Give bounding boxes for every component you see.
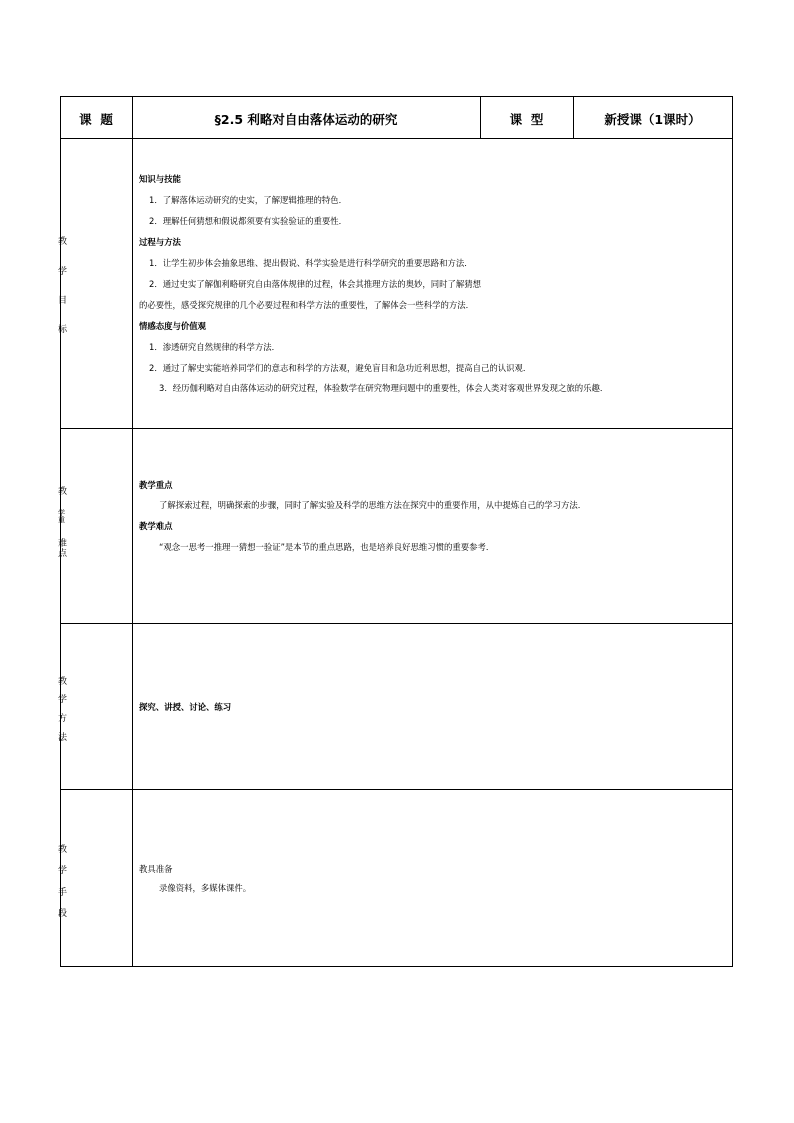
label-char: 学 [58, 695, 68, 705]
label-char: 学重 [58, 509, 65, 524]
means-text: 录像资料，多媒体课件。 [159, 883, 252, 893]
label-char: 教 [58, 845, 68, 855]
label-char: 教 [58, 487, 68, 497]
label-char: 教 [58, 677, 68, 687]
row-divider-keypoints [60, 623, 733, 624]
table-border-bottom [60, 966, 733, 967]
keypoints-label [58, 488, 66, 578]
table-border-top [60, 96, 733, 97]
lesson-title: §2.5 利略对自由落体运动的研究 [214, 112, 398, 127]
emotion-item: 3．经历伽利略对自由落体运动的研究过程，体验数学在研究物理问题中的重要性，体会人类对客观世界发现之旅的乐趣． [159, 383, 609, 393]
label-char: 段 [58, 909, 68, 919]
topic-label: 课 题 [79, 112, 113, 127]
label-char: 标 [58, 325, 68, 335]
difficulty-heading: 教学难点 [139, 521, 173, 531]
row-divider-methods [60, 789, 733, 790]
process-item: 1．让学生初步体会抽象思维、提出假说、科学实验是进行科学研究的重要思路和方法． [149, 258, 473, 268]
label-char: 点 [58, 549, 68, 559]
emotion-heading: 情感态度与价值观 [139, 321, 206, 331]
row-divider-objectives [60, 428, 733, 429]
knowledge-heading: 知识与技能 [139, 174, 181, 184]
label-char: 方 [58, 714, 68, 724]
type-label: 课 型 [509, 112, 544, 127]
label-char: 手 [58, 888, 68, 898]
process-item: 2．通过史实了解伽利略研究自由落体规律的过程，体会其推理方法的奥妙，同时了解猜想 [149, 279, 481, 289]
label-char: 难 [58, 539, 68, 549]
knowledge-item: 2．理解任何猜想和假说都须要有实验验证的重要性． [149, 216, 347, 226]
methods-text: 探究、讲授、讨论、练习 [139, 702, 232, 712]
table-border-right [732, 96, 733, 967]
label-char: 法 [58, 733, 68, 743]
label-char: 教 [58, 237, 68, 247]
label-column-divider [132, 96, 133, 967]
knowledge-item: 1．了解落体运动研究的史实，了解逻辑推理的特色． [149, 195, 347, 205]
emotion-item: 2．通过了解史实能培养同学们的意志和科学的方法观，避免盲目和急功近利思想，提高自己的认识观． [149, 363, 532, 373]
label-char: 学 [58, 866, 68, 876]
means-label [58, 846, 66, 926]
process-heading: 过程与方法 [139, 237, 181, 247]
type-value: 新授课（1课时） [604, 112, 701, 127]
focus-text: 了解探索过程，明确探索的步骤，同时了解实验及科学的思维方法在探究中的重要作用，从中提炼自己的学习方法． [159, 500, 587, 510]
focus-heading: 教学重点 [139, 480, 173, 490]
difficulty-text: “观念一思考一推理一猜想一验证”是本节的重点思路，也是培养良好思维习惯的重要参考． [159, 542, 495, 552]
objectives-label [58, 238, 66, 338]
methods-label [58, 678, 66, 748]
row-divider-header [60, 138, 733, 139]
means-heading: 教具准备 [139, 864, 173, 874]
label-char: 学 [58, 267, 68, 277]
label-char: 目 [58, 296, 68, 306]
emotion-item: 1．渗透研究自然规律的科学方法． [149, 342, 280, 352]
process-item: 的必要性，感受探究规律的几个必要过程和科学方法的重要性，了解体会一些科学的方法． [139, 300, 474, 310]
